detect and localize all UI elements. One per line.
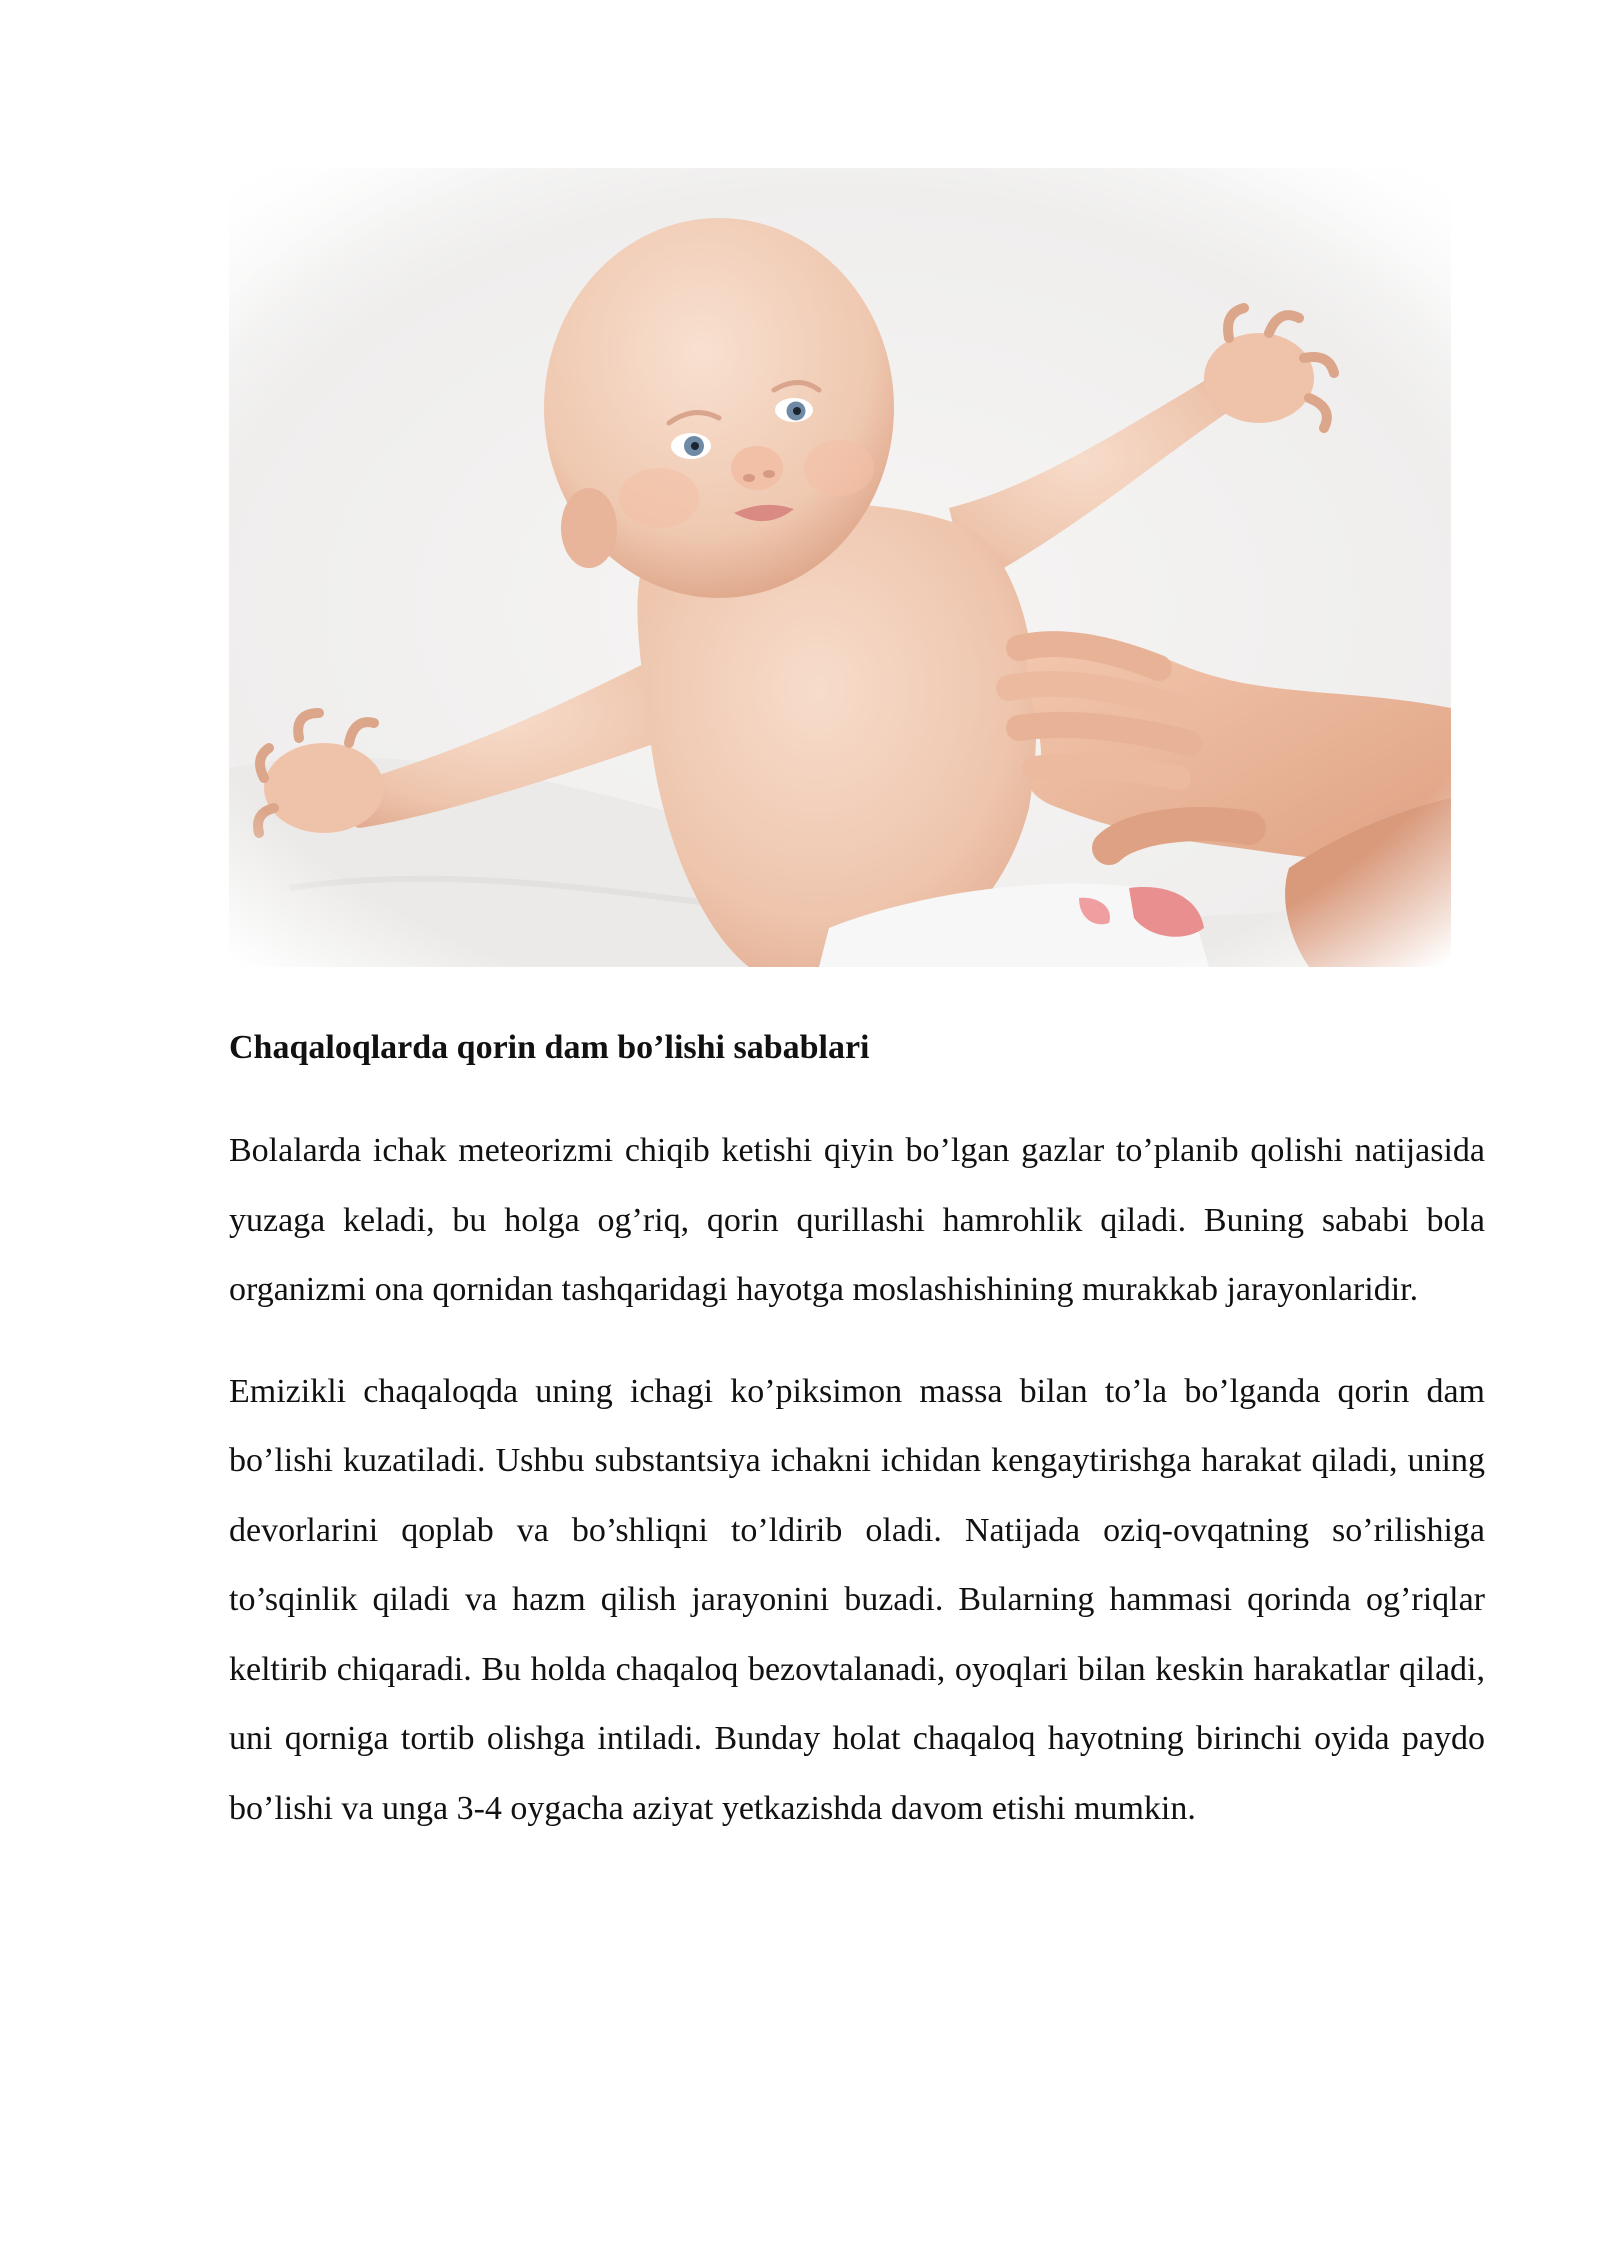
paragraph-2: Emizikli chaqaloqda uning ichagi ko’piksimon massa bilan to’la bo’lganda qorin dam bo’lishi kuzatiladi. Ushbu substantsiya ichakni ichidan kengaytirishga harakat qiladi, uning devorlarini qoplab va bo’shliqni to’ldirib oladi. Natijada oziq-ovqatning so’rilishiga to’sqinlik qiladi va hazm qilish jarayonini buzadi. Bularning hammasi qorinda og’riqlar keltirib chiqaradi. Bu holda chaqaloq bezovtalanadi, oyoqlari bilan keskin harakatlar qiladi, uni qorniga tortib olishga intiladi. Bunday holat chaqaloq hayotning birinchi oyida paydo bo’lishi va unga 3-4 oygacha aziyat yetkazishda davom etishi mumkin. — [229, 1372, 1485, 1827]
baby-massage-illustration — [229, 168, 1451, 967]
paragraph-1: Bolalarda ichak meteorizmi chiqib ketishi qiyin bo’lgan gazlar to’planib qolishi natijasida yuzaga keladi, bu holga og’riq, qorin qurillashi hamrohlik qiladi. Buning sababi bola organizmi ona qornidan tashqaridagi hayotga moslashishining murakkab jarayonlaridir. — [229, 1132, 1485, 1308]
article-body — [229, 1012, 1485, 1875]
baby-massage-photo — [229, 168, 1451, 967]
section-heading: Chaqaloqlarda qorin dam bo’lishi sabablari — [229, 1029, 870, 1066]
